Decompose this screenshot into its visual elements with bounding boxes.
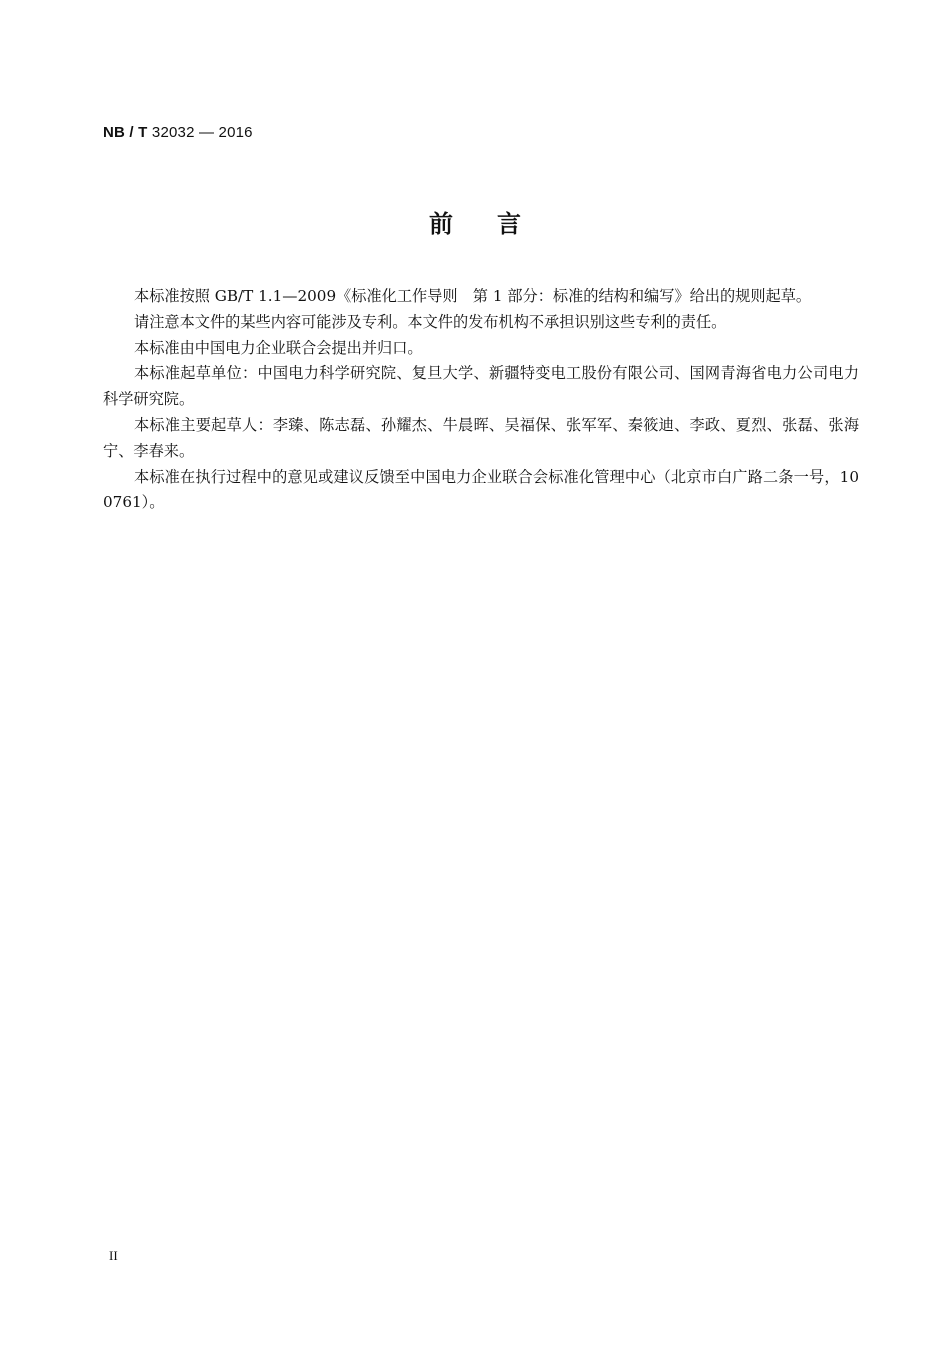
paragraph-patent-notice: 请注意本文件的某些内容可能涉及专利。本文件的发布机构不承担识别这些专利的责任。 — [134, 312, 727, 331]
standard-code-header — [103, 124, 253, 141]
paragraph-feedback: 本标准在执行过程中的意见或建议反馈至中国电力企业联合会标准化管理中心（北京市白广路二条一号，100761）。 — [103, 467, 859, 512]
paragraph-drafting-units: 本标准起草单位：中国电力科学研究院、复旦大学、新疆特变电工股份有限公司、国网青海省电力公司电力科学研究院。 — [103, 364, 859, 409]
standard-code-number: 32032 — 2016 — [151, 124, 253, 141]
standard-code-prefix: NB / T — [103, 124, 148, 141]
paragraph-drafters: 本标准主要起草人：李臻、陈志磊、孙耀杰、牛晨晖、吴福保、张军军、秦筱迪、李政、夏烈、张磊、张海宁、李春来。 — [103, 415, 859, 460]
paragraph-proposer: 本标准由中国电力企业联合会提出并归口。 — [134, 338, 423, 357]
foreword-body — [103, 284, 859, 516]
page-title: 前言 — [429, 210, 565, 238]
page-number: II — [109, 1248, 118, 1263]
paragraph-drafting-rules: 本标准按照 GB/T 1.1—2009《标准化工作导则 第 1 部分：标准的结构和编写》给出的规则起草。 — [134, 287, 812, 305]
